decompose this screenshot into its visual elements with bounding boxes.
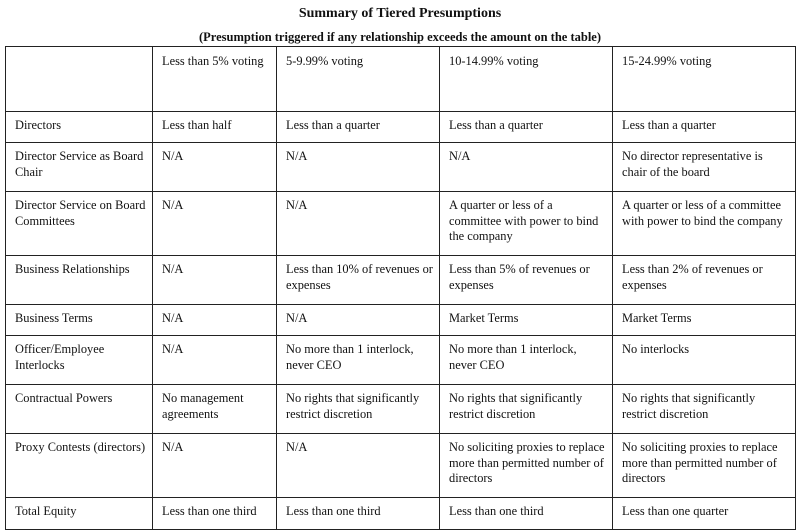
table-row — [6, 112, 796, 143]
row-label: Directors — [6, 112, 153, 143]
header-cell — [6, 47, 153, 112]
row-label: Officer/Employee Interlocks — [6, 336, 153, 385]
table-cell: No interlocks — [613, 336, 796, 385]
table-cell: A quarter or less of a committee with power to bind the company — [440, 192, 613, 256]
table-cell: No more than 1 interlock, never CEO — [277, 336, 440, 385]
table-row — [6, 143, 796, 192]
table-cell: N/A — [440, 143, 613, 192]
table-row — [6, 498, 796, 530]
table-cell: Less than 10% of revenues or expenses — [277, 256, 440, 305]
table-cell: A quarter or less of a committee with power to bind the company — [613, 192, 796, 256]
table-cell: Less than a quarter — [613, 112, 796, 143]
table-cell: Less than one third — [153, 498, 277, 530]
row-label: Contractual Powers — [6, 385, 153, 434]
table-cell: Less than a quarter — [440, 112, 613, 143]
table-cell: Less than one third — [277, 498, 440, 530]
table-cell: Less than a quarter — [277, 112, 440, 143]
header-cell: 15-24.99% voting — [613, 47, 796, 112]
header-cell: 5-9.99% voting — [277, 47, 440, 112]
table-cell: N/A — [277, 305, 440, 336]
table-cell: No more than 1 interlock, never CEO — [440, 336, 613, 385]
header-cell: Less than 5% voting — [153, 47, 277, 112]
table-cell: N/A — [153, 305, 277, 336]
table-header-row — [6, 47, 796, 112]
table-row — [6, 336, 796, 385]
table-cell: Market Terms — [613, 305, 796, 336]
document-title: Summary of Tiered Presumptions — [298, 6, 502, 21]
table-cell: N/A — [277, 434, 440, 498]
table-cell: No director representative is chair of the board — [613, 143, 796, 192]
row-label: Proxy Contests (directors) — [6, 434, 153, 498]
table-cell: No soliciting proxies to replace more than permitted number of directors — [440, 434, 613, 498]
table-row — [6, 385, 796, 434]
header-cell: 10-14.99% voting — [440, 47, 613, 112]
table-cell: N/A — [153, 256, 277, 305]
table-row — [6, 256, 796, 305]
row-label: Director Service as Board Chair — [6, 143, 153, 192]
presumptions-table — [5, 46, 796, 530]
table-cell: N/A — [277, 143, 440, 192]
table-cell: Less than half — [153, 112, 277, 143]
table-cell: N/A — [153, 192, 277, 256]
table-cell: N/A — [153, 336, 277, 385]
table-cell: No rights that significantly restrict discretion — [440, 385, 613, 434]
table-cell: Less than one quarter — [613, 498, 796, 530]
row-label: Business Terms — [6, 305, 153, 336]
table-cell: No management agreements — [153, 385, 277, 434]
table-cell: No rights that significantly restrict discretion — [613, 385, 796, 434]
table-cell: Less than 2% of revenues or expenses — [613, 256, 796, 305]
table-row — [6, 434, 796, 498]
table-cell: Market Terms — [440, 305, 613, 336]
row-label: Business Relationships — [6, 256, 153, 305]
row-label: Director Service on Board Committees — [6, 192, 153, 256]
table-cell: No rights that significantly restrict discretion — [277, 385, 440, 434]
table-row — [6, 192, 796, 256]
table-row — [6, 305, 796, 336]
document-subtitle: (Presumption triggered if any relationship exceeds the amount on the table) — [198, 30, 602, 44]
table-cell: Less than one third — [440, 498, 613, 530]
table-cell: Less than 5% of revenues or expenses — [440, 256, 613, 305]
table-cell: N/A — [153, 434, 277, 498]
table-cell: N/A — [153, 143, 277, 192]
table-cell: No soliciting proxies to replace more than permitted number of directors — [613, 434, 796, 498]
table-cell: N/A — [277, 192, 440, 256]
row-label: Total Equity — [6, 498, 153, 530]
